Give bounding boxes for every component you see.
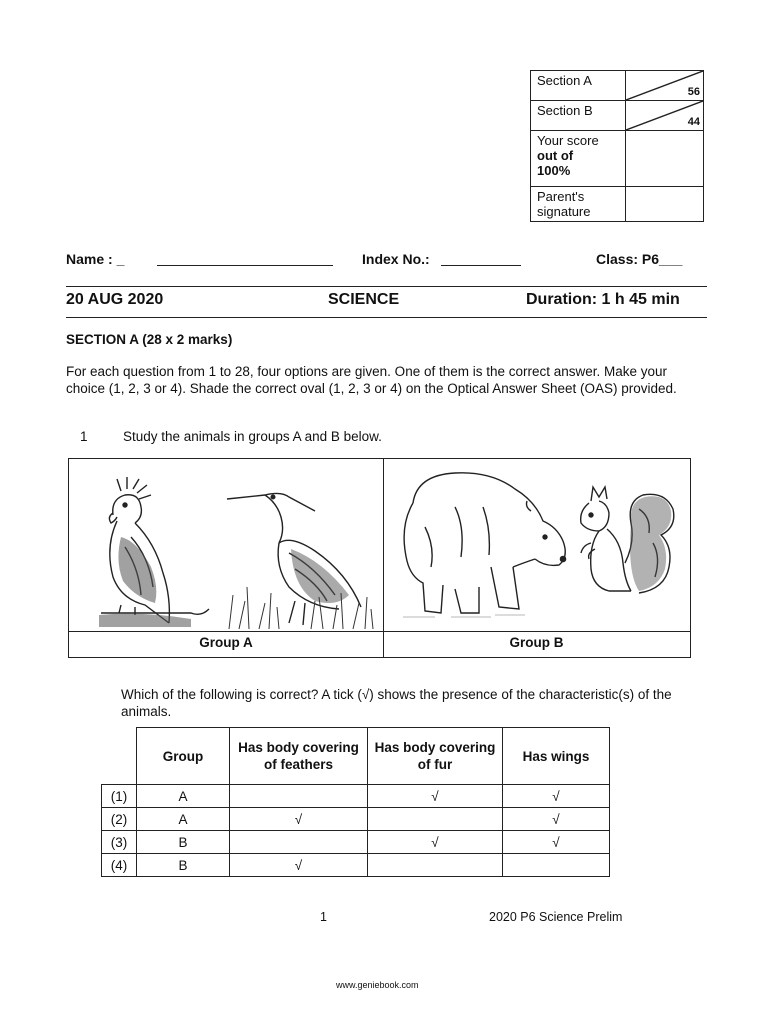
class-label: Class: P6___ bbox=[596, 251, 683, 267]
website-footer: www.geniebook.com bbox=[336, 980, 419, 990]
question-prompt: Which of the following is correct? A tick (√) shows the presence of the characteristic(s) of the animals. bbox=[121, 687, 672, 719]
group-a-caption: Group A bbox=[199, 635, 253, 650]
page-number: 1 bbox=[320, 910, 327, 924]
option-number: (2) bbox=[102, 808, 137, 831]
cell-group: B bbox=[137, 831, 230, 854]
heron-drawing bbox=[219, 483, 379, 631]
panel-divider-horizontal bbox=[69, 631, 690, 632]
header-bottom-rule bbox=[66, 317, 707, 318]
options-table bbox=[101, 727, 610, 877]
table-row[interactable] bbox=[102, 785, 610, 808]
exam-date: 20 AUG 2020 bbox=[66, 291, 164, 308]
animal-groups-panel bbox=[68, 458, 691, 658]
cell-fur: √ bbox=[368, 831, 503, 854]
section-a-label: Section A bbox=[531, 71, 626, 101]
index-line[interactable] bbox=[441, 265, 521, 266]
header-top-rule bbox=[66, 286, 707, 287]
section-a-instructions: For each question from 1 to 28, four options are given. One of them is the correct answer. Make your choice (1, 2, 3 or 4). Shade the correct oval (1, 2, 3 or 4) on the Optical Answer Sheet (OAS) provided. bbox=[66, 364, 677, 396]
polar-bear-drawing bbox=[395, 467, 579, 623]
cell-group: A bbox=[137, 808, 230, 831]
your-score-line1: Your score bbox=[537, 133, 599, 148]
exam-subject: SCIENCE bbox=[328, 291, 400, 308]
score-box bbox=[530, 70, 704, 222]
question-stem: Study the animals in groups A and B below. bbox=[123, 429, 382, 444]
header-group: Group bbox=[137, 728, 230, 785]
cell-group: A bbox=[137, 785, 230, 808]
your-score-label bbox=[531, 131, 626, 187]
section-a-score-cell bbox=[626, 71, 704, 101]
exam-duration: Duration: 1 h 45 min bbox=[526, 291, 680, 308]
parent-signature-label bbox=[531, 187, 626, 222]
section-b-max: 44 bbox=[687, 116, 700, 128]
paper-name: 2020 P6 Science Prelim bbox=[489, 910, 623, 924]
your-score-line2: out of bbox=[537, 148, 574, 163]
cell-feathers bbox=[230, 785, 368, 808]
your-score-cell[interactable] bbox=[626, 131, 704, 187]
panel-divider-vertical bbox=[383, 459, 384, 657]
cell-fur bbox=[368, 854, 503, 877]
cell-wings: √ bbox=[503, 808, 610, 831]
your-score-line3: 100% bbox=[537, 163, 571, 178]
cell-feathers: √ bbox=[230, 808, 368, 831]
option-number: (4) bbox=[102, 854, 137, 877]
table-row[interactable] bbox=[102, 808, 610, 831]
cell-wings bbox=[503, 854, 610, 877]
parent-signature-cell[interactable] bbox=[626, 187, 704, 222]
table-row[interactable] bbox=[102, 854, 610, 877]
cell-wings: √ bbox=[503, 831, 610, 854]
cockatoo-drawing bbox=[91, 477, 221, 629]
parent-line2: signature bbox=[537, 204, 591, 219]
cell-feathers bbox=[230, 831, 368, 854]
header-feathers: Has body covering of feathers bbox=[230, 728, 368, 785]
cell-fur bbox=[368, 808, 503, 831]
name-line[interactable] bbox=[157, 265, 333, 266]
name-label: Name : _ bbox=[66, 251, 125, 267]
cell-group: B bbox=[137, 854, 230, 877]
header-fur: Has body covering of fur bbox=[368, 728, 503, 785]
section-b-label: Section B bbox=[531, 101, 626, 131]
cell-wings: √ bbox=[503, 785, 610, 808]
table-row[interactable] bbox=[102, 831, 610, 854]
section-b-score-cell bbox=[626, 101, 704, 131]
section-a-title: SECTION A (28 x 2 marks) bbox=[66, 332, 233, 347]
section-a-max: 56 bbox=[687, 86, 700, 98]
option-number: (1) bbox=[102, 785, 137, 808]
cell-feathers: √ bbox=[230, 854, 368, 877]
group-b-caption: Group B bbox=[509, 635, 564, 650]
index-label: Index No.: bbox=[362, 251, 430, 267]
cell-fur: √ bbox=[368, 785, 503, 808]
parent-line1: Parent's bbox=[537, 189, 585, 204]
header-wings: Has wings bbox=[503, 728, 610, 785]
options-header-blank bbox=[102, 728, 137, 785]
question-number: 1 bbox=[80, 429, 88, 444]
squirrel-drawing bbox=[569, 483, 679, 601]
option-number: (3) bbox=[102, 831, 137, 854]
